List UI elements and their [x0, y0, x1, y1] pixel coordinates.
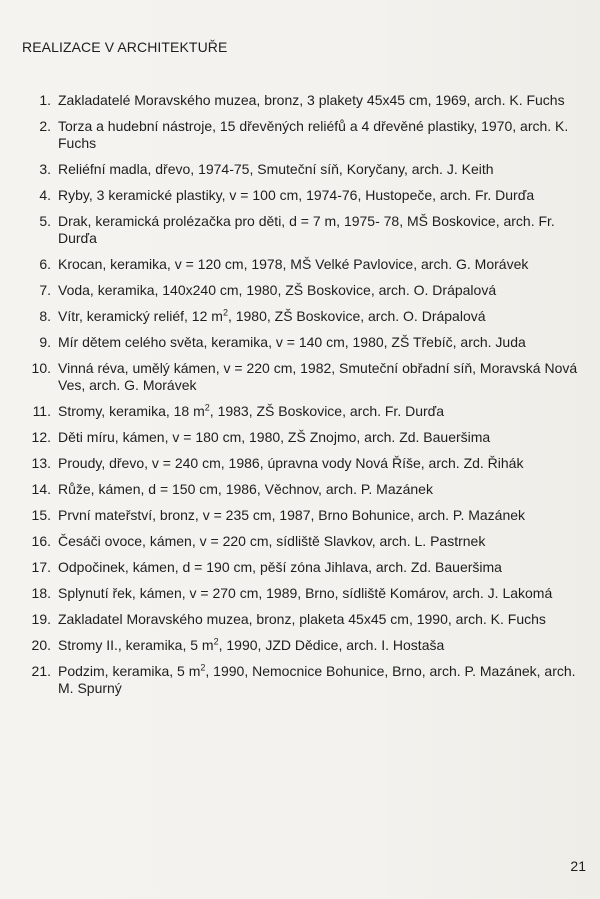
- item-text: [58, 403, 582, 420]
- item-text-main: Podzim, keramika, 5 m: [58, 663, 201, 679]
- list-item: [22, 585, 582, 602]
- item-number: 8.: [39, 308, 51, 324]
- list-item: [22, 282, 582, 299]
- list-item: [22, 429, 582, 446]
- item-number: 17.: [31, 559, 51, 575]
- item-text: Zakladatel Moravského muzea, bronz, plaketa 45x45 cm, 1990, arch. K. Fuchs: [58, 611, 546, 627]
- list-item: [22, 403, 582, 420]
- list-item: [22, 118, 582, 152]
- list-item: [22, 334, 582, 351]
- list-item: [22, 308, 582, 325]
- list-item: [22, 637, 582, 654]
- item-text: Odpočinek, kámen, d = 190 cm, pěší zóna Jihlava, arch. Zd. Baueršima: [58, 559, 502, 575]
- item-text: Drak, keramická prolézačka pro děti, d = 7 m, 1975- 78, MŠ Boskovice, arch. Fr. Durďa: [58, 213, 555, 246]
- item-number: 14.: [31, 481, 51, 497]
- item-text: Reliéfní madla, dřevo, 1974-75, Smuteční síň, Koryčany, arch. J. Keith: [58, 161, 494, 177]
- item-text: Torza a hudební nástroje, 15 dřevěných reliéfů a 4 dřevěné plastiky, 1970, arch. K. Fuchs: [58, 118, 569, 151]
- list-item: [22, 161, 582, 178]
- item-number: 20.: [31, 637, 51, 653]
- list-item: [22, 481, 582, 498]
- item-text: Ryby, 3 keramické plastiky, v = 100 cm, 1974-76, Hustopeče, arch. Fr. Durďa: [58, 187, 535, 203]
- item-number: 1.: [39, 92, 51, 108]
- list-item: [22, 611, 582, 628]
- item-text: Růže, kámen, d = 150 cm, 1986, Věchnov, arch. P. Mazánek: [58, 481, 433, 497]
- list-item: [22, 360, 582, 394]
- item-number: 15.: [31, 507, 51, 523]
- item-number: 10.: [31, 360, 51, 376]
- item-text: Děti míru, kámen, v = 180 cm, 1980, ZŠ Znojmo, arch. Zd. Baueršima: [58, 429, 491, 445]
- item-number: 5.: [39, 213, 51, 229]
- superscript: 2: [200, 662, 206, 673]
- list-item: [22, 213, 582, 247]
- item-text: Česáči ovoce, kámen, v = 220 cm, sídliště Slavkov, arch. L. Pastrnek: [58, 533, 486, 549]
- item-text-main: Stromy, keramika, 18 m: [58, 403, 205, 419]
- item-number: 13.: [31, 455, 51, 471]
- item-text: Vinná réva, umělý kámen, v = 220 cm, 1982, Smuteční obřadní síň, Moravská Nová Ves, arch. G. Morávek: [58, 360, 578, 393]
- item-text-rest: , 1990, JZD Dědice, arch. I. Hostaša: [218, 637, 445, 653]
- superscript: 2: [204, 402, 210, 413]
- item-text: [58, 308, 582, 325]
- item-text: Zakladatelé Moravského muzea, bronz, 3 plakety 45x45 cm, 1969, arch. K. Fuchs: [58, 92, 565, 108]
- item-number: 21.: [31, 663, 51, 679]
- item-text: [58, 637, 582, 654]
- item-text-rest: , 1990, Nemocnice Bohunice, Brno, arch. P. Mazánek, arch. M. Spurný: [58, 663, 576, 696]
- list-item: [22, 92, 582, 109]
- item-text: Voda, keramika, 140x240 cm, 1980, ZŠ Boskovice, arch. O. Drápalová: [58, 282, 497, 298]
- item-number: 9.: [39, 334, 51, 350]
- item-text: První mateřství, bronz, v = 235 cm, 1987, Brno Bohunice, arch. P. Mazánek: [58, 507, 526, 523]
- realizations-list: [22, 92, 582, 706]
- list-item: [22, 256, 582, 273]
- item-number: 4.: [39, 187, 51, 203]
- item-text: [58, 663, 582, 697]
- item-text: Mír dětem celého světa, keramika, v = 140 cm, 1980, ZŠ Třebíč, arch. Juda: [58, 334, 526, 350]
- page-heading: REALIZACE V ARCHITEKTUŘE: [22, 39, 228, 55]
- list-item: [22, 187, 582, 204]
- item-number: 18.: [31, 585, 51, 601]
- list-item: [22, 455, 582, 472]
- item-number: 3.: [39, 161, 51, 177]
- item-number: 12.: [31, 429, 51, 445]
- list-item: [22, 533, 582, 550]
- item-text-rest: , 1980, ZŠ Boskovice, arch. O. Drápalová: [227, 308, 486, 324]
- item-text: Splynutí řek, kámen, v = 270 cm, 1989, Brno, sídliště Komárov, arch. J. Lakomá: [58, 585, 553, 601]
- superscript: 2: [222, 307, 228, 318]
- item-number: 19.: [31, 611, 51, 627]
- item-text: Krocan, keramika, v = 120 cm, 1978, MŠ Velké Pavlovice, arch. G. Morávek: [58, 256, 529, 272]
- item-text-rest: , 1983, ZŠ Boskovice, arch. Fr. Durďa: [209, 403, 445, 419]
- item-number: 16.: [31, 533, 51, 549]
- list-item: [22, 559, 582, 576]
- item-number: 7.: [39, 282, 51, 298]
- page-number: 21: [570, 858, 586, 874]
- superscript: 2: [213, 636, 219, 647]
- item-text: Proudy, dřevo, v = 240 cm, 1986, úpravna vody Nová Říše, arch. Zd. Řihák: [58, 455, 524, 471]
- item-number: 6.: [39, 256, 51, 272]
- item-text-main: Stromy II., keramika, 5 m: [58, 637, 214, 653]
- list-item: [22, 507, 582, 524]
- item-number: 11.: [32, 403, 51, 419]
- item-text-main: Vítr, keramický reliéf, 12 m: [58, 308, 223, 324]
- item-number: 2.: [39, 118, 51, 134]
- list-item: [22, 663, 582, 697]
